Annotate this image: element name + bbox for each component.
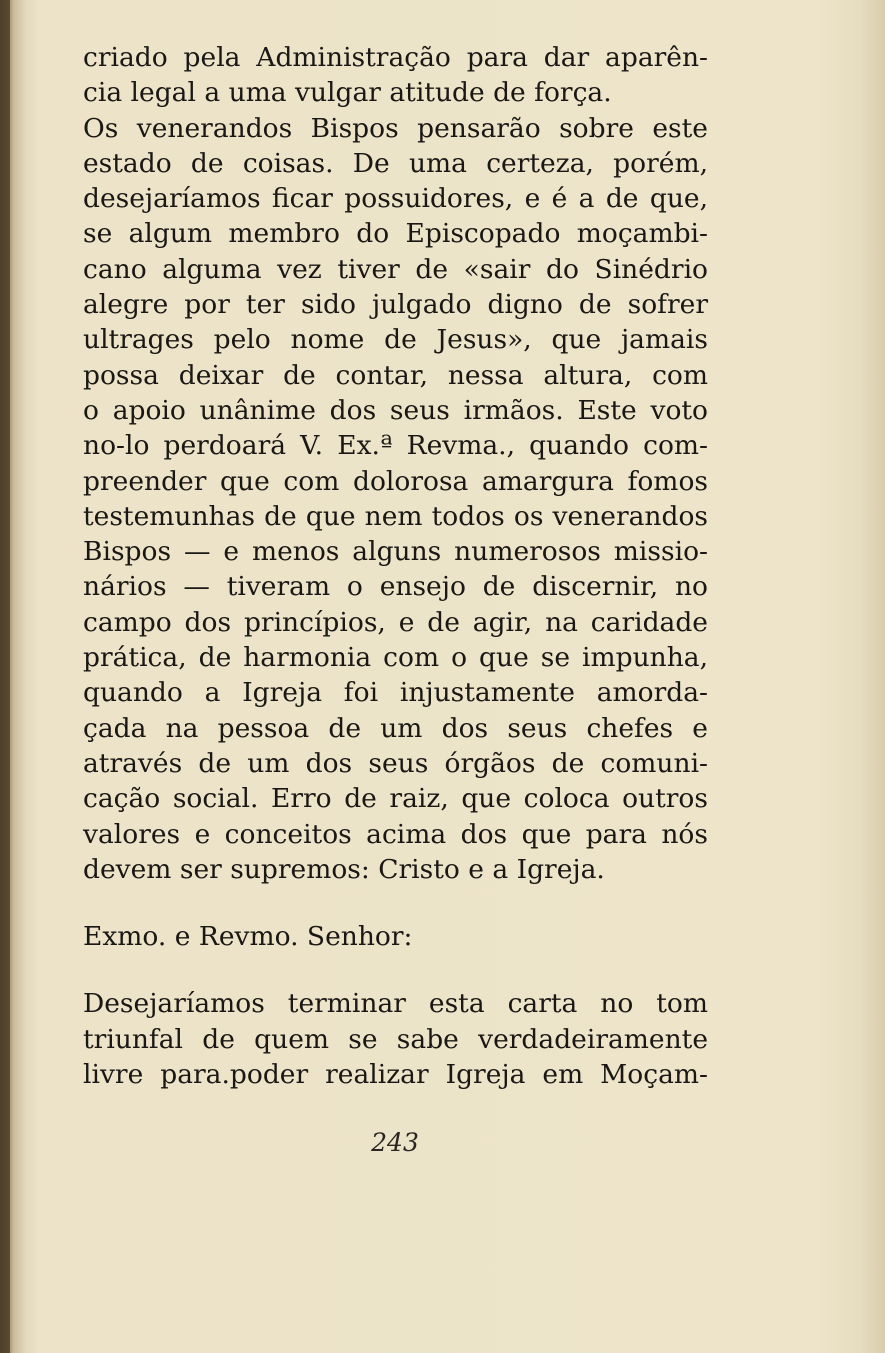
page-text [83, 40, 708, 1092]
text-line: criado pela Administração para dar aparên- [83, 42, 708, 73]
text-line: campo dos princípios, e de agir, na caridade [83, 606, 708, 638]
text-line: prática, de harmonia com o que se impunha, [83, 642, 708, 674]
text-line: nários — tiveram o ensejo de discernir, no [83, 571, 708, 603]
text-line: cano alguma vez tiver de «sair do Sinédrio [83, 253, 708, 285]
text-line: se algum membro do Episcopado moçambi- [83, 218, 708, 250]
text-line: quando a Igreja foi injustamente amorda- [83, 677, 708, 709]
text-line: Desejaríamos terminar esta carta no tom [83, 988, 708, 1020]
page-number: 243 [371, 1128, 419, 1157]
text-line: ultrages pelo nome de Jesus», que jamais [83, 324, 708, 356]
text-line: livre para.poder realizar Igreja em Moçam- [83, 1059, 708, 1091]
text-line: no-lo perdoará V. Ex.ª Revma., quando com- [83, 430, 708, 462]
text-line: alegre por ter sido julgado digno de sofrer [83, 289, 708, 321]
text-line: devem ser supremos: Cristo e a Igreja. [83, 853, 605, 885]
text-line: estado de coisas. De uma certeza, porém, [83, 147, 708, 179]
text-line: Os venerandos Bispos pensarão sobre este [83, 112, 708, 144]
salutation: Exmo. e Revmo. Senhor: [83, 921, 413, 953]
paragraph-gap [83, 887, 708, 919]
text-line: preender que com dolorosa amargura fomos [83, 465, 708, 497]
text-line: desejaríamos ficar possuidores, e é a de que, [83, 183, 708, 215]
text-line: possa deixar de contar, nessa altura, com [83, 359, 708, 391]
text-line: valores e conceitos acima dos que para nós [83, 818, 708, 850]
text-line: triunfal de quem se sabe verdadeiramente [83, 1023, 708, 1055]
text-line: cia legal a uma vulgar atitude de força. [83, 77, 612, 109]
paragraph-gap [83, 954, 708, 986]
text-line: através de um dos seus órgãos de comuni- [83, 747, 708, 779]
text-line: o apoio unânime dos seus irmãos. Este voto [83, 394, 708, 426]
text-line: cação social. Erro de raiz, que coloca outros [83, 783, 708, 815]
text-line: testemunhas de que nem todos os venerandos [83, 500, 708, 532]
text-line: çada na pessoa de um dos seus chefes e [83, 712, 708, 744]
text-line: Bispos — e menos alguns numerosos missio- [83, 536, 708, 568]
